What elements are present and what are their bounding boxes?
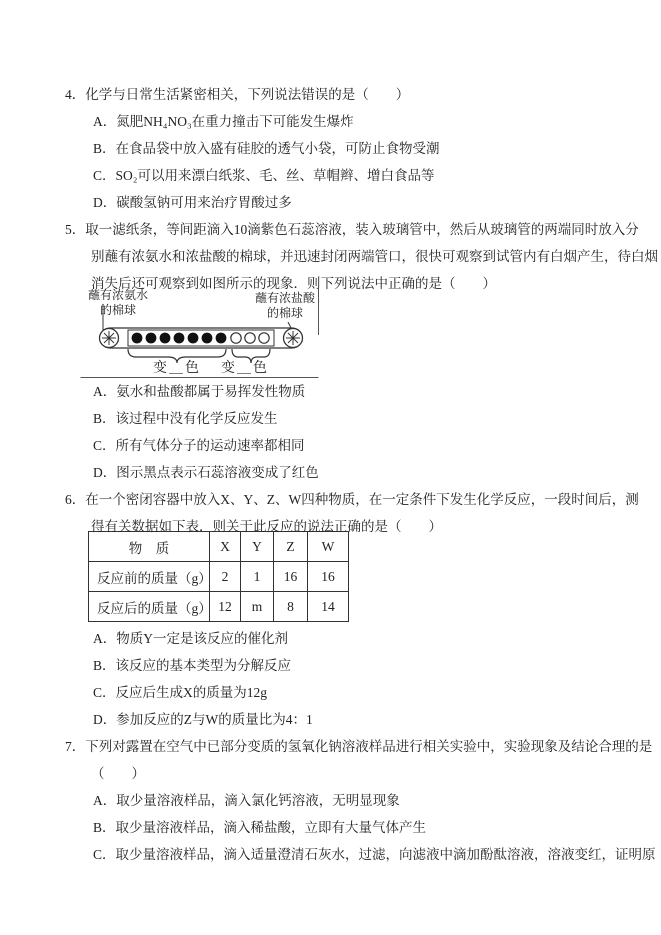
question-7-option-c: C．取少量溶液样品，滴入适量澄清石灰水，过滤，向滤液中滴加酚酞溶液，溶液变红，证明原 (93, 847, 656, 862)
litmus-tube-figure (80, 288, 321, 378)
question-4 (65, 81, 621, 216)
mass-table-header-w: W (308, 532, 349, 562)
hcl-cotton-label (253, 291, 317, 321)
question-6-stem-line-1: 6．在一个密闭容器中放入X、Y、Z、W四种物质，在一定条件下发生化学反应，一段时间后，测 (65, 492, 639, 507)
litmus-dots-open (231, 333, 269, 343)
mass-before-label: 反应前的质量（g） (89, 562, 210, 592)
ammonia-cotton-label-line2: 的棉球 (99, 303, 136, 317)
ammonia-cotton-label (84, 288, 152, 318)
question-4-option-a: A．氮肥NH₄NO₃在重力撞击下可能发生爆炸 (93, 114, 354, 129)
question-5-option-a: A．氨水和盐酸都属于易挥发性物质 (93, 384, 306, 399)
mass-before-z: 16 (274, 562, 308, 592)
question-4-option-c: C．SO₂可以用来漂白纸浆、毛、丝、草帽辫、增白食品等 (93, 168, 435, 183)
question-4-option-d: D．碳酸氢钠可用来治疗胃酸过多 (93, 195, 292, 210)
ammonia-cotton-label-line1: 蘸有浓氨水 (87, 288, 148, 302)
mass-after-label: 反应后的质量（g） (89, 592, 210, 622)
question-6-option-a: A．物质Y一定是该反应的催化剂 (93, 631, 288, 646)
question-7-option-b: B．取少量溶液样品，滴入稀盐酸，立即有大量气体产生 (93, 820, 427, 835)
question-5-option-c: C．所有气体分子的运动速率都相同 (93, 438, 305, 453)
hcl-cotton-label-line1: 蘸有浓盐酸 (254, 291, 315, 305)
mass-table-header-y: Y (241, 532, 274, 562)
question-4-option-b: B．在食品袋中放入盛有硅胶的透气小袋，可防止食物受潮 (93, 141, 440, 156)
question-4-stem: 4．化学与日常生活紧密相关，下列说法错误的是（ ） (65, 87, 410, 102)
color-change-caption-left: 变＿色 (153, 361, 201, 376)
mass-table-row-before (89, 562, 349, 592)
mass-table (88, 531, 349, 622)
mass-after-w: 14 (308, 592, 349, 622)
mass-before-x: 2 (210, 562, 241, 592)
question-5-option-b: B．该过程中没有化学反应发生 (93, 411, 278, 426)
mass-table-header-z: Z (274, 532, 308, 562)
mass-after-z: 8 (274, 592, 308, 622)
hcl-cotton-label-line2: 的棉球 (266, 306, 303, 320)
question-6 (65, 486, 639, 733)
question-5-stem-line-3: 消失后还可观察到如图所示的现象．则下列说法中正确的是（ ） (91, 276, 496, 291)
mass-before-w: 16 (308, 562, 349, 592)
question-6-option-d: D．参加反应的Z与W的质量比为4：1 (93, 712, 313, 727)
question-7 (65, 733, 656, 868)
mass-before-y: 1 (241, 562, 274, 592)
question-7-stem-line-2: （ ） (91, 766, 145, 781)
question-5-option-d: D．图示黑点表示石蕊溶液变成了红色 (93, 465, 319, 480)
mass-table-header-x: X (210, 532, 241, 562)
question-5 (65, 216, 658, 486)
cotton-ball-hcl (284, 329, 303, 348)
mass-after-y: m (241, 592, 274, 622)
question-6-option-c: C．反应后生成X的质量为12g (93, 685, 268, 700)
question-6-option-b: B．该反应的基本类型为分解反应 (93, 658, 292, 673)
question-6-stem-line-2: 得有关数据如下表．则关于此反应的说法正确的是（ ） (91, 519, 442, 534)
question-7-stem-line-1: 7．下列对露置在空气中已部分变质的氢氧化钠溶液样品进行相关实验中，实验现象及结论合理的是 (65, 739, 653, 754)
question-5-stem-line-1: 5．取一滤纸条，等间距滴入10滴紫色石蕊溶液，装入玻璃管中，然后从玻璃管的两端同时放入分 (65, 222, 639, 237)
mass-table-header-substance: 物 质 (89, 532, 210, 562)
question-5-stem-line-2: 别蘸有浓氨水和浓盐酸的棉球，并迅速封闭两端管口，很快可观察到试管内有白烟产生，待白烟 (91, 249, 658, 264)
question-7-option-a: A．取少量溶液样品，滴入氯化钙溶液，无明显现象 (93, 793, 400, 808)
color-change-caption-right: 变＿色 (221, 361, 269, 376)
mass-after-x: 12 (210, 592, 241, 622)
mass-table-row-after (89, 592, 349, 622)
cotton-ball-ammonia (100, 329, 119, 348)
